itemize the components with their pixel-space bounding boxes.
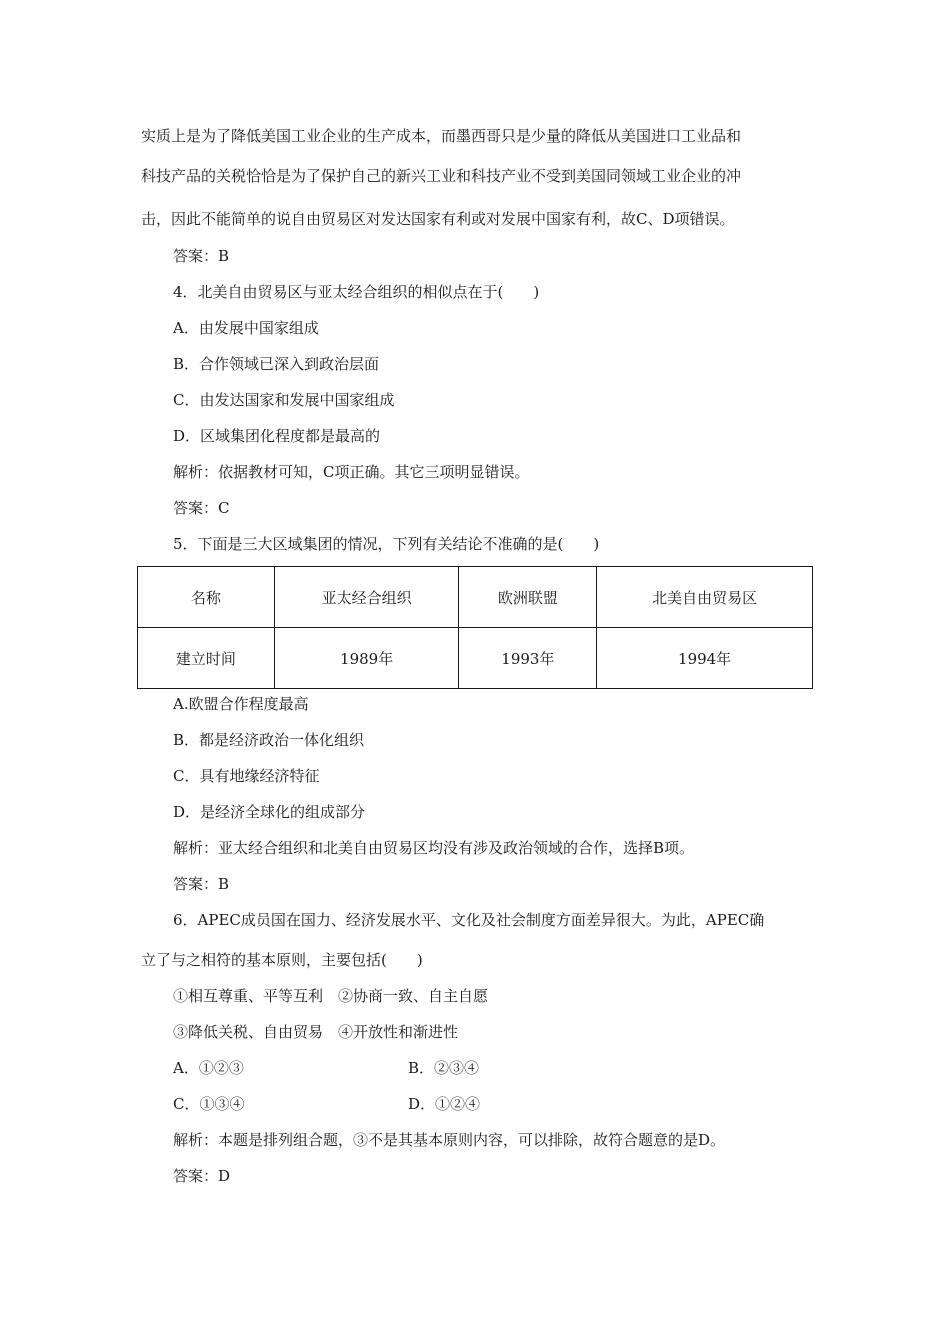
q4-option-a: A．由发展中国家组成 <box>173 319 319 337</box>
table-row <box>138 628 813 689</box>
question-6-stem-line-2: 立了与之相符的基本原则，主要包括( ) <box>141 951 423 969</box>
table-header-cell: 名称 <box>138 567 275 628</box>
q6-explanation: 解析：本题是排列组合题，③不是其基本原则内容，可以排除，故符合题意的是D。 <box>173 1131 726 1149</box>
table-header-row <box>138 567 813 628</box>
q5-answer: 答案：B <box>173 875 230 893</box>
q4-answer: 答案：C <box>173 499 230 517</box>
q6-option-c: C．①③④ <box>173 1095 245 1113</box>
table-header-cell: 欧洲联盟 <box>459 567 597 628</box>
table-cell: 1989年 <box>274 628 459 689</box>
q6-statements-2: ③降低关税、自由贸易 ④开放性和渐进性 <box>173 1023 459 1041</box>
q6-option-d: D．①②④ <box>408 1095 481 1113</box>
q4-explanation: 解析：依据教材可知，C项正确。其它三项明显错误。 <box>173 463 530 481</box>
q4-option-c: C．由发达国家和发展中国家组成 <box>173 391 395 409</box>
table-header-cell: 亚太经合组织 <box>274 567 459 628</box>
q6-option-b: B．②③④ <box>408 1059 480 1077</box>
table-header-cell: 北美自由贸易区 <box>597 567 813 628</box>
q6-answer: 答案：D <box>173 1167 231 1185</box>
q5-option-c: C．具有地缘经济特征 <box>173 767 320 785</box>
q6-statements-1: ①相互尊重、平等互利 ②协商一致、自主自愿 <box>173 987 489 1005</box>
question-4-stem: 4．北美自由贸易区与亚太经合组织的相似点在于( ) <box>173 283 540 301</box>
table-cell: 建立时间 <box>138 628 275 689</box>
q4-option-b: B．合作领域已深入到政治层面 <box>173 355 380 373</box>
continued-text-line-1: 实质上是为了降低美国工业企业的生产成本，而墨西哥只是少量的降低从美国进口工业品和 <box>141 127 742 145</box>
q5-explanation: 解析：亚太经合组织和北美自由贸易区均没有涉及政治领域的合作，选择B项。 <box>173 839 695 857</box>
q4-option-d: D．区域集团化程度都是最高的 <box>173 427 381 445</box>
continued-text-line-3: 击，因此不能简单的说自由贸易区对发达国家有利或对发展中国家有利，故C、D项错误。 <box>141 210 735 228</box>
table-cell: 1993年 <box>459 628 597 689</box>
region-group-table <box>137 566 813 689</box>
q5-option-a: A.欧盟合作程度最高 <box>173 695 309 713</box>
q5-option-b: B．都是经济政治一体化组织 <box>173 731 365 749</box>
answer-3: 答案：B <box>173 247 230 265</box>
q6-option-a: A．①②③ <box>173 1059 244 1077</box>
question-6-stem-line-1: 6．APEC成员国在国力、经济发展水平、文化及社会制度方面差异很大。为此，APEC确 <box>173 911 765 929</box>
continued-text-line-2: 科技产品的关税恰恰是为了保护自己的新兴工业和科技产业不受到美国同领域工业企业的冲 <box>141 167 742 185</box>
q5-option-d: D．是经济全球化的组成部分 <box>173 803 366 821</box>
table-cell: 1994年 <box>597 628 813 689</box>
question-5-stem: 5．下面是三大区域集团的情况，下列有关结论不准确的是( ) <box>173 535 600 553</box>
